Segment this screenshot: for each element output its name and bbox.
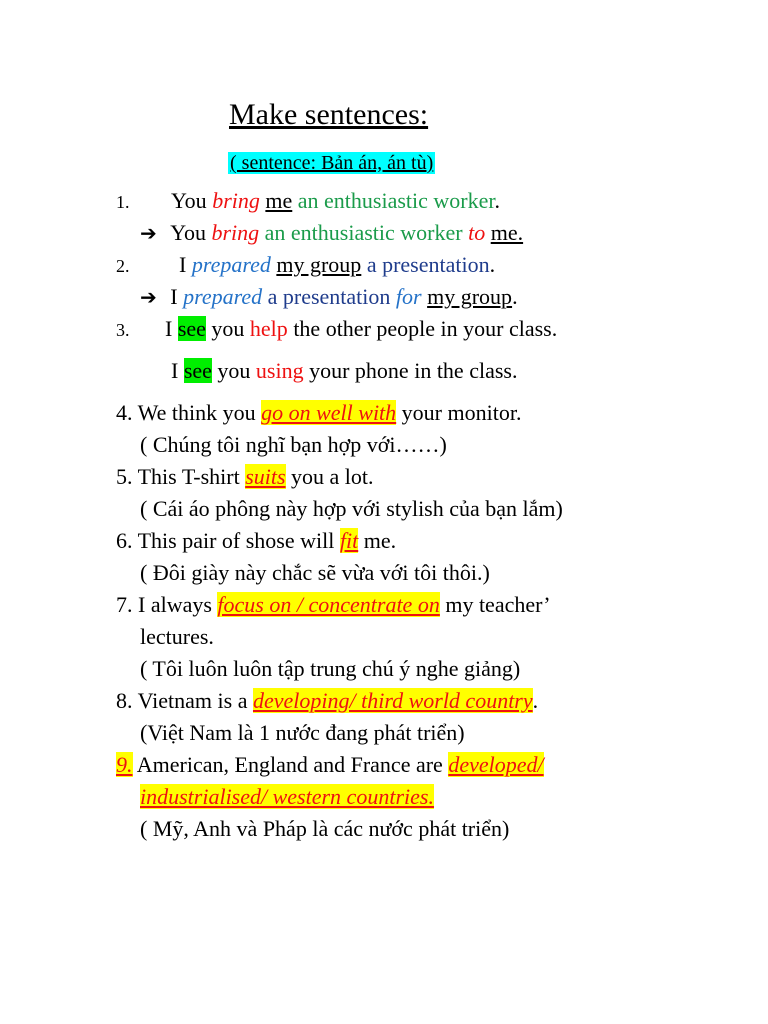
sentence-1-rewrite [140, 219, 523, 247]
sentence-text: . [494, 188, 500, 213]
sentence-text: 4. We think you [116, 400, 262, 425]
sentence-text: me. [358, 528, 397, 553]
sentence-text: I [165, 316, 178, 341]
sentence-text: . [512, 284, 518, 309]
sentence-9-continued [140, 783, 434, 811]
object: my group [276, 252, 362, 277]
sentence-text: you a lot. [285, 464, 374, 489]
item-number-highlight: 9. [116, 752, 133, 777]
translation-5: ( Cái áo phông này hợp với stylish của bạn lắm) [140, 496, 563, 521]
sentence-text: 8. Vietnam is a [116, 688, 253, 713]
verb: using [255, 358, 304, 383]
object-phrase: an enthusiastic worker [292, 188, 495, 213]
phrase-highlight: go on well with [261, 400, 397, 425]
verb: prepared [183, 284, 263, 309]
object: me [265, 188, 293, 213]
sentence-6 [116, 527, 396, 555]
sentence-text: your monitor. [396, 400, 522, 425]
verb-highlight: see [177, 316, 206, 341]
sentence-text: you [205, 316, 250, 341]
item-number: 1. [116, 192, 130, 212]
sentence-text: your phone in the class. [303, 358, 518, 383]
sentence-8 [116, 687, 538, 715]
sentence-text: You [170, 220, 212, 245]
sentence-text: my teacher’ [439, 592, 551, 617]
object-phrase: a presentation [361, 252, 490, 277]
sentence-text: . [489, 252, 496, 277]
sentence-text: 7. I always [116, 592, 218, 617]
sentence-7 [116, 591, 551, 619]
sentence-text: I [179, 252, 192, 277]
verb-highlight: see [183, 358, 212, 383]
sentence-9 [116, 751, 544, 779]
item-number: 3. [116, 320, 130, 340]
sentence-text: 5. This T-shirt [116, 464, 246, 489]
phrase-highlight: focus on / concentrate on [217, 592, 440, 617]
translation-9: ( Mỹ, Anh và Pháp là các nước phát triển) [140, 816, 510, 841]
sentence-text: You [171, 188, 213, 213]
arrow-icon: ➔ [140, 221, 157, 245]
sentence-text: 6. This pair of shose will [116, 528, 340, 553]
sentence-1 [116, 187, 500, 216]
verb: help [249, 316, 288, 341]
object: my group [427, 284, 513, 309]
preposition: for [395, 284, 422, 309]
sentence-2-rewrite [140, 283, 518, 311]
item-number: 2. [116, 256, 130, 276]
phrase-highlight: suits [245, 464, 286, 489]
phrase-highlight: developing/ third world country [252, 688, 533, 713]
object-phrase: a presentation [262, 284, 396, 309]
sentence-text: I [171, 358, 184, 383]
phrase-highlight: fit [339, 528, 359, 553]
phrase-highlight: developed/ [448, 752, 544, 777]
subtitle-line [228, 148, 435, 176]
sentence-text: the other people in your class. [287, 316, 558, 341]
sentence-text: . [532, 688, 539, 713]
translation-8: (Việt Nam là 1 nước đang phát triển) [140, 720, 465, 745]
arrow-icon: ➔ [140, 285, 157, 309]
translation-7: ( Tôi luôn luôn tập trung chú ý nghe giảng) [140, 656, 521, 681]
translation-6: ( Đôi giày này chắc sẽ vừa với tôi thôi.) [140, 560, 490, 585]
sentence-4 [116, 399, 521, 427]
verb: prepared [191, 252, 271, 277]
page-title: Make sentences: [229, 98, 429, 131]
sentence-text: I [170, 284, 184, 309]
preposition: to [468, 220, 486, 245]
subtitle-highlight: ( sentence: Bản án, án tù) [230, 152, 434, 174]
verb: bring [212, 188, 260, 213]
phrase-highlight: industrialised/ western countries. [140, 784, 434, 809]
sentence-text: American, England and France are [132, 752, 449, 777]
sentence-7-continued: lectures. [140, 624, 214, 649]
sentence-5 [116, 463, 374, 491]
sentence-3b [171, 357, 517, 385]
sentence-3 [116, 315, 557, 344]
object: me. [490, 220, 524, 245]
verb: bring [211, 220, 260, 245]
translation-4: ( Chúng tôi nghĩ bạn hợp với……) [140, 432, 447, 457]
sentence-text: you [211, 358, 256, 383]
object-phrase: an enthusiastic worker [259, 220, 469, 245]
sentence-2 [116, 251, 495, 280]
